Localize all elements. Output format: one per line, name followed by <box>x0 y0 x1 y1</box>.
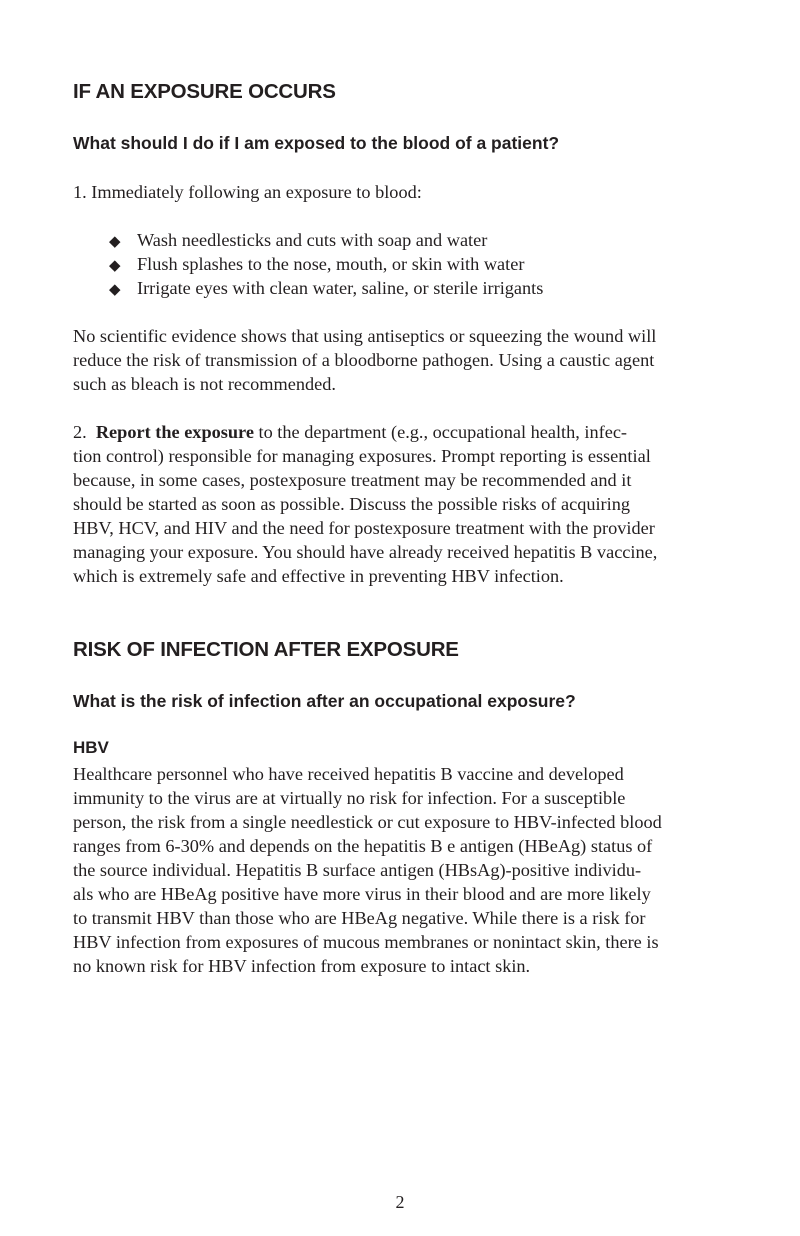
step-2-number: 2. <box>73 422 96 442</box>
question-risk-of-infection: What is the risk of infection after an occupational exposure? <box>73 691 576 711</box>
report-exposure-bold: Report the exposure <box>95 422 254 442</box>
paragraph-line: HBV infection from exposures of mucous membranes or nonintact skin, there is <box>73 932 659 952</box>
paragraph-line: No scientific evidence shows that using antiseptics or squeezing the wound will <box>73 326 657 346</box>
paragraph-line: tion control) responsible for managing exposures. Prompt reporting is essential <box>73 446 651 466</box>
paragraph-line: als who are HBeAg positive have more virus in their blood and are more likely <box>73 884 651 904</box>
step-2-rest: to the department (e.g., occupational health, infec- <box>253 422 628 442</box>
paragraph-line: HBV, HCV, and HIV and the need for postexposure treatment with the provider <box>73 518 655 538</box>
section-heading-risk: RISK OF INFECTION AFTER EXPOSURE <box>73 638 459 661</box>
paragraph-line: person, the risk from a single needlestick or cut exposure to HBV-infected blood <box>73 812 662 832</box>
page-number: 2 <box>395 1192 405 1212</box>
bullet-text: Irrigate eyes with clean water, saline, or sterile irrigants <box>137 278 544 298</box>
question-exposed-to-blood: What should I do if I am exposed to the blood of a patient? <box>73 133 560 153</box>
step-1-text: 1. Immediately following an exposure to blood: <box>73 182 422 202</box>
bullet-item <box>109 252 524 278</box>
paragraph-line: managing your exposure. You should have already received hepatitis B vaccine, <box>73 542 658 562</box>
paragraph-line: because, in some cases, postexposure treatment may be recommended and it <box>73 470 632 490</box>
paragraph-line: reduce the risk of transmission of a bloodborne pathogen. Using a caustic agent <box>73 350 655 370</box>
subheading-hbv: HBV <box>73 738 109 757</box>
paragraph-line: should be started as soon as possible. Discuss the possible risks of acquiring <box>73 494 631 514</box>
section-heading-exposure: IF AN EXPOSURE OCCURS <box>73 80 336 103</box>
diamond-bullet-icon: ◆ <box>109 234 121 250</box>
paragraph-line: to transmit HBV than those who are HBeAg negative. While there is a risk for <box>73 908 646 928</box>
step-2-first-line <box>73 420 627 444</box>
bullet-text: Wash needlesticks and cuts with soap and water <box>137 230 488 250</box>
paragraph-line: ranges from 6-30% and depends on the hepatitis B e antigen (HBeAg) status of <box>73 836 653 856</box>
paragraph-line: no known risk for HBV infection from exposure to intact skin. <box>73 956 531 976</box>
bullet-text: Flush splashes to the nose, mouth, or skin with water <box>137 254 525 274</box>
paragraph-line: Healthcare personnel who have received hepatitis B vaccine and developed <box>73 764 624 784</box>
diamond-bullet-icon: ◆ <box>109 282 121 298</box>
paragraph-line: such as bleach is not recommended. <box>73 374 336 394</box>
paragraph-line: immunity to the virus are at virtually no risk for infection. For a susceptible <box>73 788 626 808</box>
bullet-item <box>109 276 543 302</box>
paragraph-line: which is extremely safe and effective in preventing HBV infection. <box>73 566 564 586</box>
bullet-item <box>109 228 487 254</box>
diamond-bullet-icon: ◆ <box>109 258 121 274</box>
paragraph-line: the source individual. Hepatitis B surface antigen (HBsAg)-positive individu- <box>73 860 642 880</box>
